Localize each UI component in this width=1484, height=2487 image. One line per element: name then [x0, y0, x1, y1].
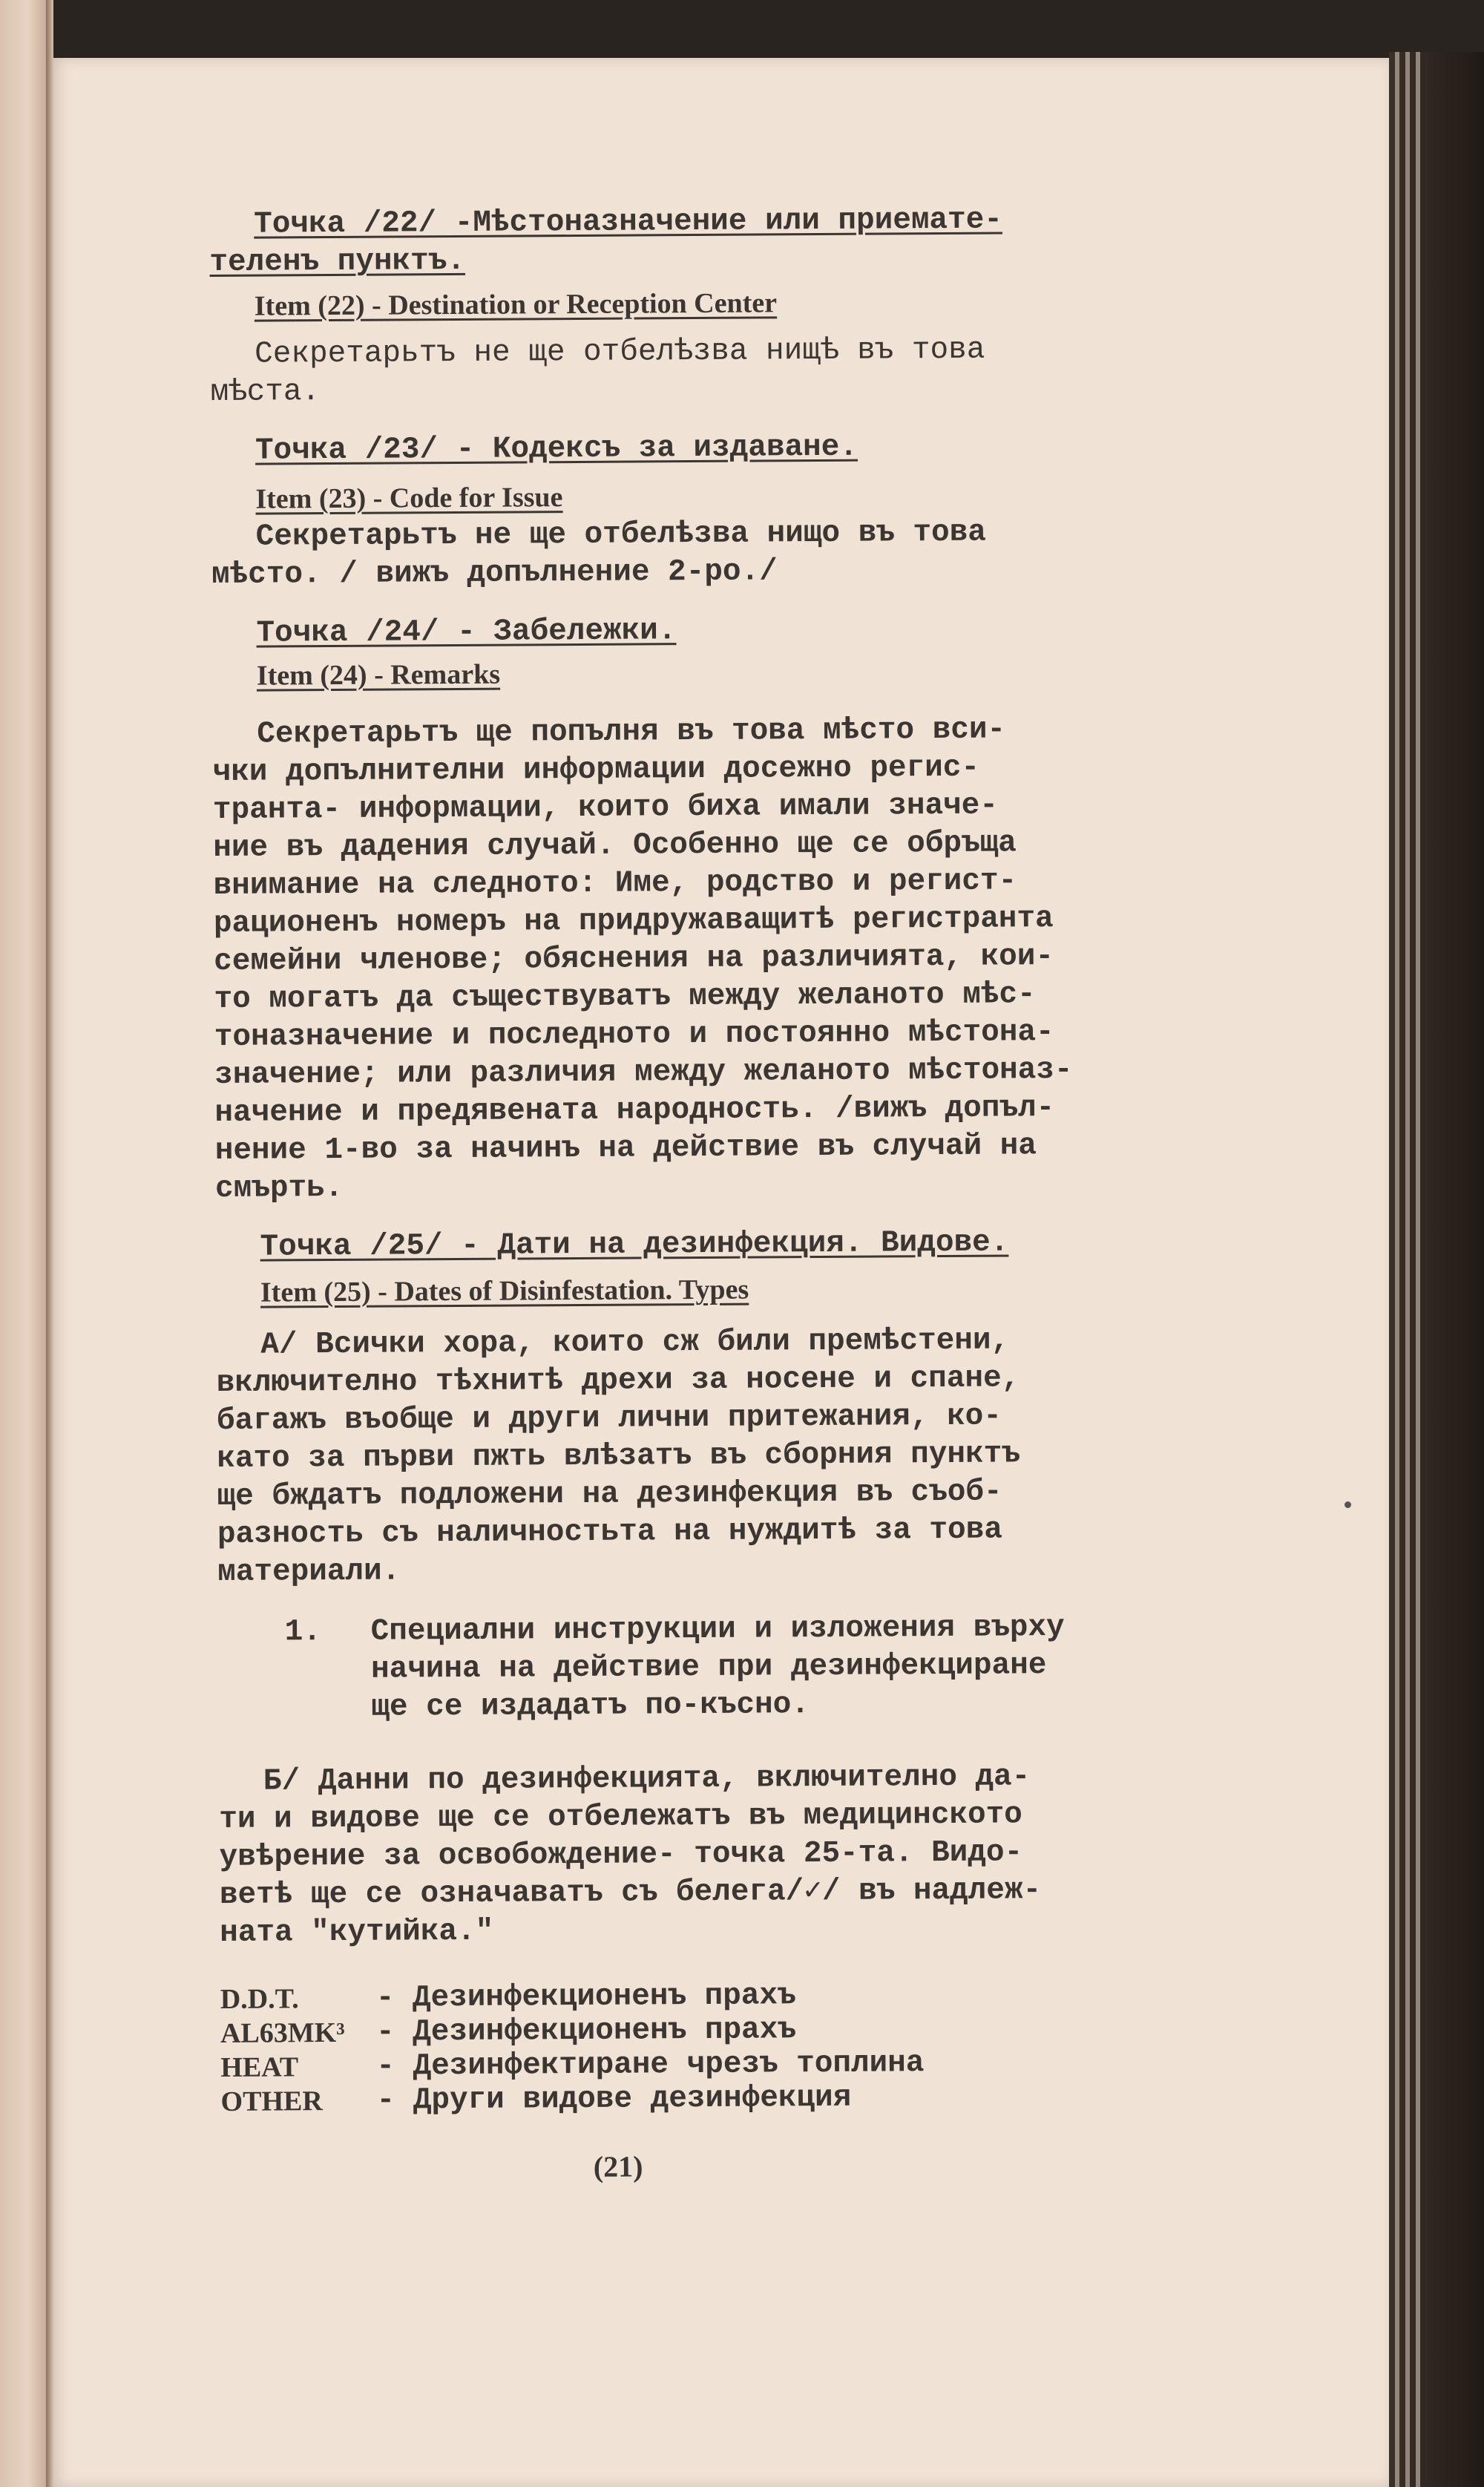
previous-page-edge	[0, 0, 46, 2487]
item-23-english: Item (23) - Code for Issue	[255, 482, 563, 515]
item-25-line: А/ Всички хора, които сж били премѣстени,	[260, 1323, 1010, 1363]
item-24-line: начение и предявената народность. /вижъ допъл-	[214, 1091, 1055, 1130]
speck-mark	[1345, 1501, 1351, 1508]
item-24-line: то могатъ да съществуватъ между желаното мѣс-	[214, 977, 1036, 1017]
item-24-line: Секретарьтъ ще попълня въ това мѣсто вси-	[257, 712, 1006, 752]
numbered-text	[371, 1609, 1066, 1727]
item-24-line: тоназначение и последното и постоянно мѣстона-	[214, 1015, 1054, 1055]
item-25-b-line: ната "кутийка."	[220, 1914, 494, 1950]
item-25-line: като за първи пжть влѣзатъ въ сборния пунктъ	[217, 1437, 1021, 1476]
legend-row	[220, 2078, 1259, 2119]
item-25-line: включително тѣхнитѣ дрехи за носене и спане,	[216, 1361, 1020, 1400]
legend-desc: - Дезинфектиране чрезъ топлина	[376, 2046, 925, 2084]
item-25-b-line: увѣрение за освобождение- точка 25-та. Видо-	[219, 1835, 1023, 1875]
legend-code: AL63MK³	[220, 2016, 345, 2049]
numbered-line: Специални инструкции и изложения върху	[370, 1610, 1065, 1649]
item-25-b-line: Б/ Данни по дезинфекцията, включително да-	[263, 1760, 1031, 1799]
item-25-numbered-point	[218, 1608, 1258, 1728]
numbered-line: начина на действие при дезинфекциране	[370, 1648, 1047, 1687]
item-25-b-line: ти и видове ще се отбележатъ въ медицинското	[219, 1798, 1022, 1837]
page-number: (21)	[593, 2149, 643, 2183]
item-24-line: семейни членове; обяснения на различията, кои-	[214, 940, 1054, 979]
disinfection-legend	[220, 1976, 1260, 2119]
item-23-heading: Точка /23/ - Кодексъ за издаване.	[255, 430, 858, 468]
item-24-line: значение; или различия между желаното мѣстоназ-	[214, 1052, 1073, 1092]
item-23-body-line2: мѣсто. / вижъ допълнение 2-ро./	[211, 554, 778, 592]
numbered-line: ще се издадатъ по-късно.	[371, 1688, 810, 1725]
item-24-line: ние въ дадения случай. Особенно ще се обръща	[213, 826, 1017, 865]
legend-code: D.D.T.	[220, 1983, 299, 2015]
item-25-line: багажъ въобще и други лични притежания, ко-	[216, 1399, 1002, 1438]
legend-code: HEAT	[220, 2051, 299, 2083]
item-25-body-b	[219, 1757, 1259, 1953]
item-22-english: Item (22) - Destination or Reception Center	[254, 287, 778, 322]
book-gutter	[46, 0, 53, 2487]
item-24-heading: Точка /24/ - Забележки.	[256, 614, 677, 651]
item-24-body	[212, 710, 1254, 1208]
page-content	[209, 200, 1260, 2188]
item-25-body-a	[216, 1320, 1256, 1592]
item-24-line: нение 1-во за начинъ на действие въ случай на	[214, 1129, 1037, 1168]
item-24-line: смърть.	[214, 1170, 344, 1206]
item-22-heading-line2: теленъ пунктъ.	[209, 243, 466, 280]
item-22-heading-line1: Точка /22/ -Мѣстоназначение или приемате-	[254, 203, 1003, 242]
item-25-line: ще бждатъ подложени на дезинфекция въ съоб-	[217, 1475, 1002, 1514]
item-24-line: чки допълнителни информации досежно регис-	[212, 750, 980, 790]
item-22-body-line1: Секретарьтъ не ще отбелѣзва нищѣ въ това	[255, 332, 985, 372]
item-23	[211, 426, 1250, 594]
document-page	[53, 58, 1389, 2487]
item-22-body-line2: мѣста.	[210, 375, 321, 410]
item-23-body-line1: Секретарьтъ не ще отбелѣзва нищо въ това	[255, 515, 987, 554]
item-25	[215, 1222, 1258, 1953]
item-24-english: Item (24) - Remarks	[256, 658, 501, 692]
item-25-line: разность съ наличностьта на нуждитѣ за това	[217, 1513, 1003, 1552]
item-24-line: внимание на следното: Име, родство и регист-	[213, 864, 1017, 903]
item-24	[211, 609, 1254, 1208]
item-25-b-line: ветѣ ще се означаватъ съ белега/✓/ въ надлеж-	[219, 1873, 1042, 1913]
legend-desc: - Дезинфекционенъ прахъ	[375, 2013, 797, 2050]
legend-desc: - Други видове дезинфекция	[376, 2080, 852, 2118]
item-22	[209, 200, 1250, 412]
item-24-line: транта- информации, които биха имали значе-	[212, 788, 999, 828]
item-25-line: материали.	[217, 1554, 401, 1590]
page-stack-edge	[1389, 52, 1484, 2487]
numbered-marker: 1.	[284, 1615, 322, 1650]
legend-code: OTHER	[220, 2085, 323, 2117]
item-25-heading: Точка /25/ - Дати на дезинфекция. Видове.	[260, 1225, 1009, 1265]
item-24-line: рационенъ номеръ на придружаващитѣ регистранта	[213, 902, 1054, 941]
legend-desc: - Дезинфекционенъ прахъ	[375, 1979, 796, 2016]
item-25-english: Item (25) - Dates of Disinfestation. Types	[260, 1274, 749, 1308]
